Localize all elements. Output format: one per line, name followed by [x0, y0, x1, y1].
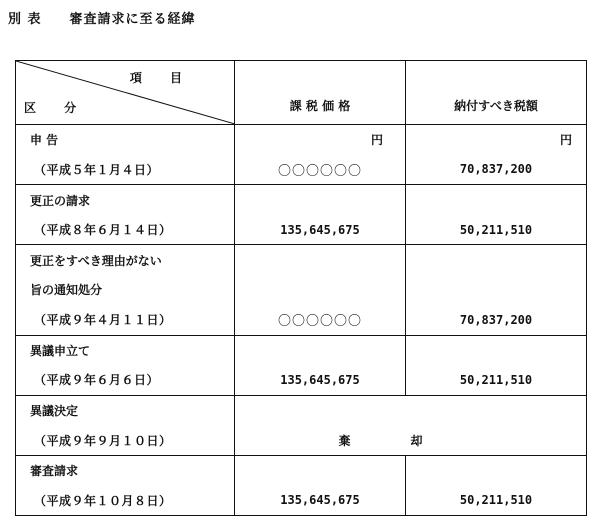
row-name: 更正の請求: [16, 185, 235, 215]
table-row: [16, 155, 587, 185]
row-name: 更正をすべき理由がない: [16, 245, 235, 275]
row-date: （平成９年４月１１日）: [16, 305, 235, 335]
table-row: [16, 305, 587, 335]
table-row: [16, 365, 587, 395]
title-prefix: 別 表: [8, 12, 42, 27]
row-tax: 50,211,510: [406, 485, 587, 515]
row-name: 申 告: [16, 125, 235, 155]
table-row: [16, 185, 587, 215]
table-row: [16, 245, 587, 275]
table-row: [16, 485, 587, 515]
row-value: 135,645,675: [235, 485, 406, 515]
row-value: 135,645,675: [235, 215, 406, 245]
header-taxable-value: 課 税 価 格: [235, 61, 406, 125]
header-item-label: 項 目: [129, 71, 194, 86]
row-value: 〇〇〇〇〇〇: [235, 155, 406, 185]
header-tax-due: 納付すべき税額: [406, 61, 587, 125]
table-row: [16, 275, 587, 305]
unit-yen: 円: [406, 125, 587, 155]
row-date: （平成９年９月１０日）: [16, 425, 235, 455]
unit-yen: 円: [235, 125, 406, 155]
table-row: [16, 395, 587, 425]
title-text: 審査請求に至る経緯: [69, 12, 196, 27]
diagonal-header-cell: [16, 61, 235, 125]
table-row: [16, 335, 587, 365]
row-value: 135,645,675: [235, 365, 406, 395]
header-row: [16, 61, 587, 125]
row-name: 異議申立て: [16, 335, 235, 365]
document-title: [8, 8, 196, 27]
row-date: （平成５年１月４日）: [16, 155, 235, 185]
row-date: （平成９年６月６日）: [16, 365, 235, 395]
table-row: [16, 455, 587, 485]
row-tax: 50,211,510: [406, 215, 587, 245]
table-row: [16, 425, 587, 455]
table-row: [16, 215, 587, 245]
row-date: （平成８年６月１４日）: [16, 215, 235, 245]
history-table: [15, 60, 587, 516]
row-tax: 50,211,510: [406, 365, 587, 395]
header-category-label: 区 分: [24, 101, 89, 116]
row-name: 審査請求: [16, 455, 235, 485]
row-name-continued: 旨の通知処分: [16, 275, 235, 305]
row-tax: 70,837,200: [406, 305, 587, 335]
row-tax: 70,837,200: [406, 155, 587, 185]
row-value: 〇〇〇〇〇〇: [235, 305, 406, 335]
row-result-cell: [235, 425, 587, 455]
table-row: [16, 125, 587, 155]
row-result: 棄却: [338, 433, 483, 448]
row-name: 異議決定: [16, 395, 235, 425]
row-date: （平成９年１０月８日）: [16, 485, 235, 515]
